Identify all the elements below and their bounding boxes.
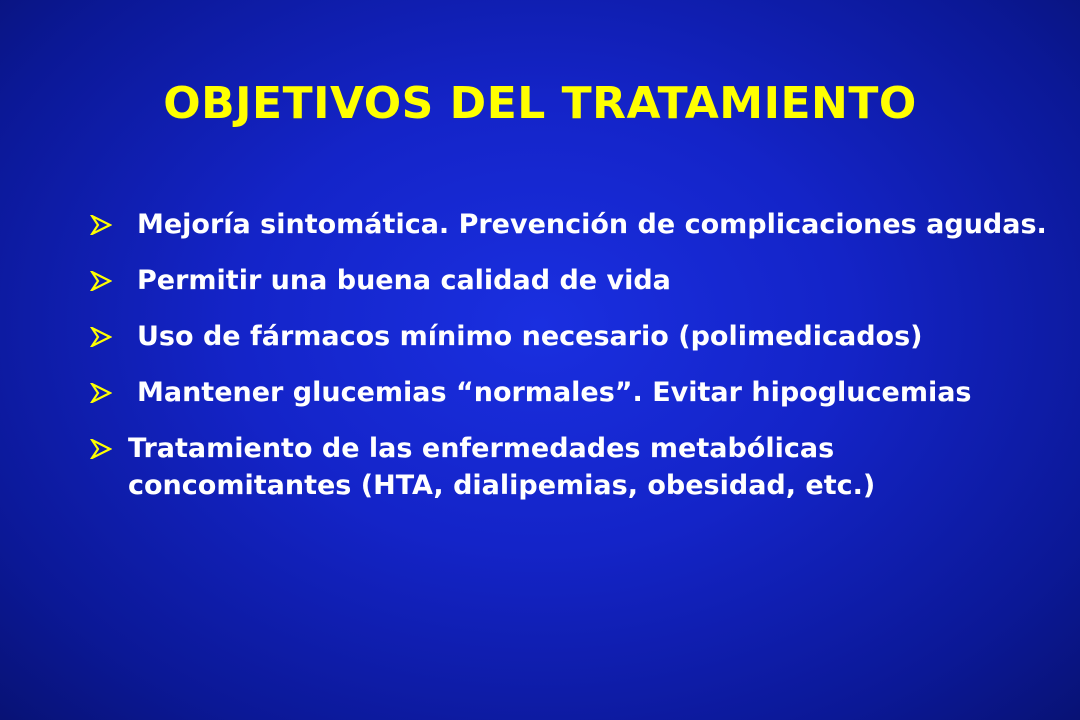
slide-title: OBJETIVOS DEL TRATAMIENTO: [163, 78, 917, 129]
arrowhead-bullet-icon: [90, 327, 112, 347]
arrowhead-bullet-icon: [90, 271, 112, 291]
bullet-text: Tratamiento de las enfermedades metabólicas concomitantes (HTA, dialipemias, obesidad, etc.): [128, 433, 876, 501]
arrowhead-bullet-icon: [90, 215, 112, 235]
list-item: [90, 262, 1050, 299]
list-item: [90, 206, 1050, 243]
bullet-text: Uso de fármacos mínimo necesario (polimedicados): [137, 321, 923, 352]
list-item: [90, 374, 1050, 411]
list-item: [90, 430, 1050, 504]
bullet-text: Permitir una buena calidad de vida: [137, 265, 671, 296]
arrowhead-bullet-icon: [90, 383, 112, 403]
list-item: [90, 318, 1050, 355]
arrowhead-bullet-icon: [90, 439, 112, 459]
bullet-text: Mantener glucemias “normales”. Evitar hipoglucemias: [137, 377, 972, 408]
bullet-list: [90, 206, 1050, 523]
bullet-text: Mejoría sintomática. Prevención de complicaciones agudas.: [137, 209, 1047, 240]
